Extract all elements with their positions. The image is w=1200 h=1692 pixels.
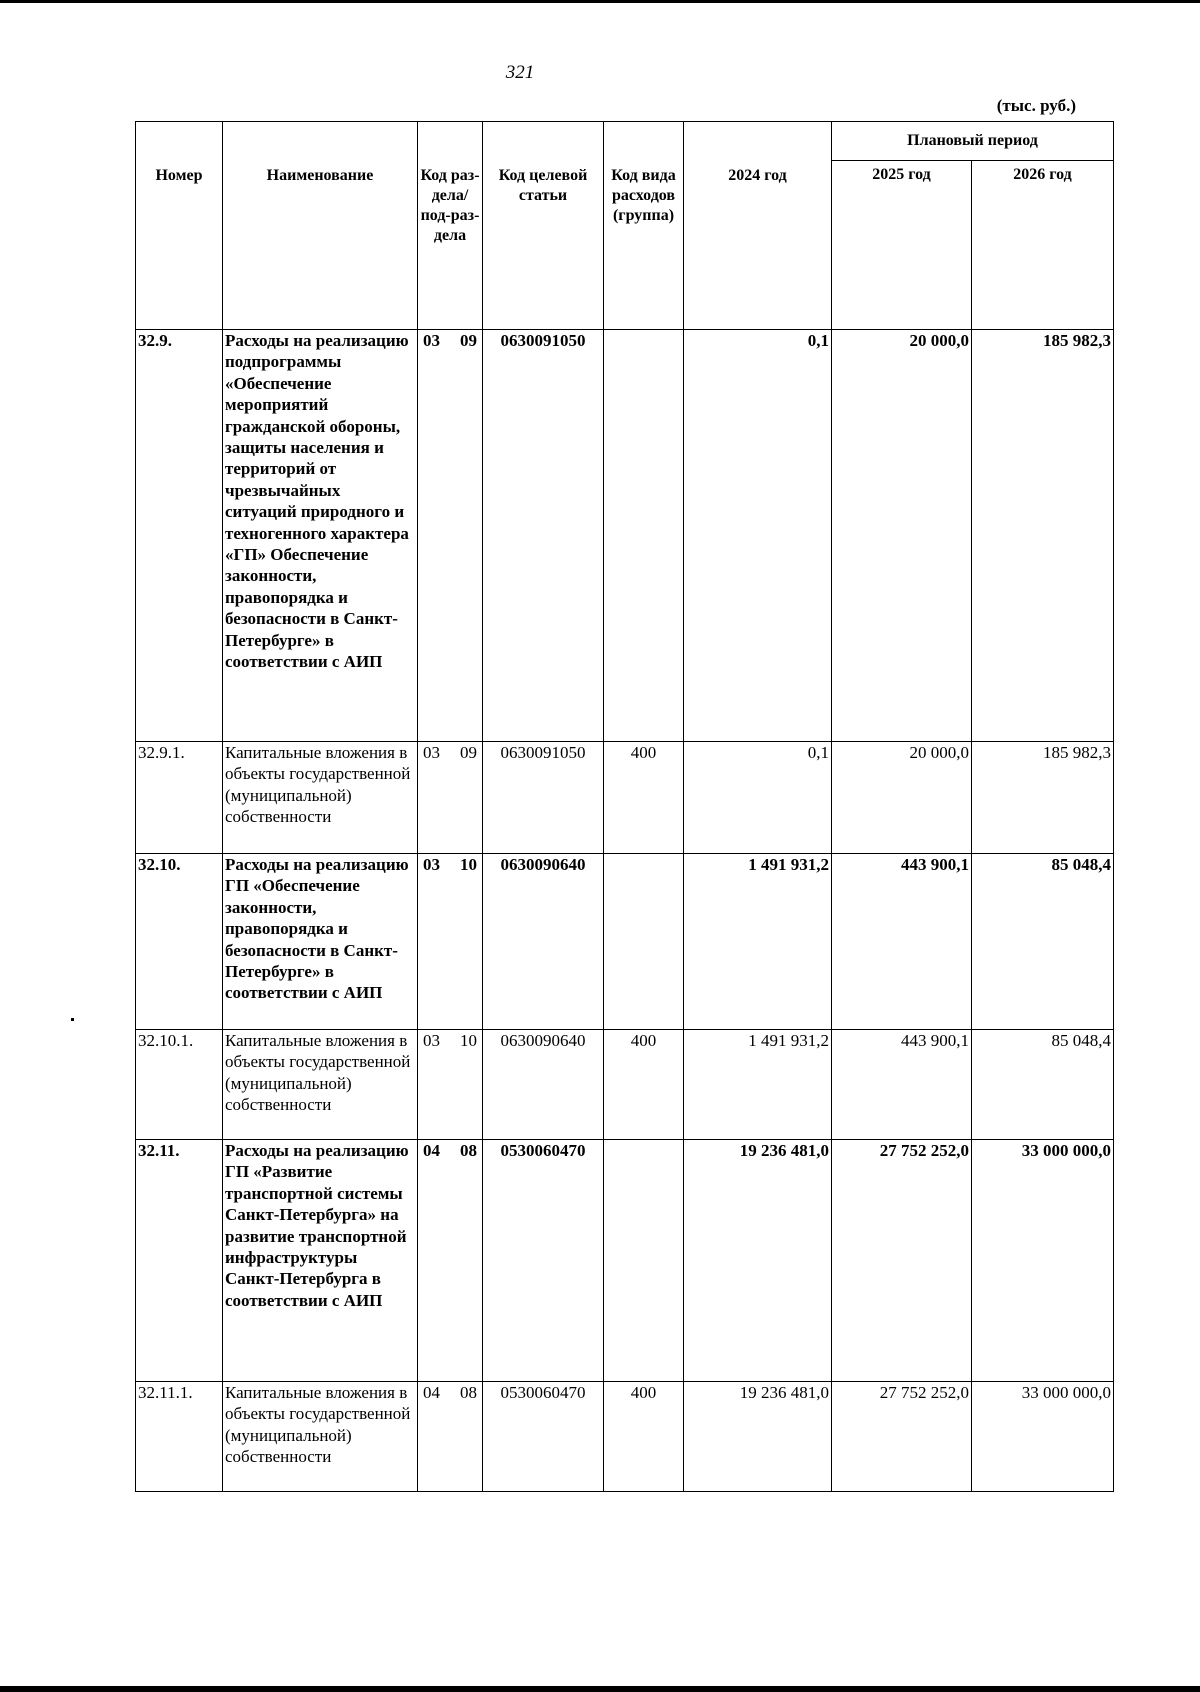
scan-border-bottom (0, 1686, 1200, 1692)
row-2025: 20 000,0 (832, 330, 972, 742)
row-subsection: 08 (460, 1141, 477, 1160)
row-2025: 20 000,0 (832, 742, 972, 854)
row-2024: 19 236 481,0 (684, 1140, 832, 1382)
row-section: 04 (423, 1383, 440, 1402)
col-header-planning-period: Плановый период (832, 122, 1114, 161)
row-section-code (418, 1140, 483, 1382)
scan-speck (71, 1018, 74, 1021)
table-row (136, 1382, 1114, 1492)
row-2025: 443 900,1 (832, 854, 972, 1030)
row-section-code (418, 330, 483, 742)
col-header-expense-type: Код вида расходов (группа) (604, 122, 684, 330)
table-row (136, 330, 1114, 742)
row-subsection: 08 (460, 1383, 477, 1402)
row-2026: 85 048,4 (972, 1030, 1114, 1140)
row-name: Расходы на реализацию подпрограммы «Обеспечение мероприятий гражданской обороны, защиты населения и территорий от чрезвычайных ситуаций природного и техногенного характера «ГП» Обеспечение законности, правопорядка и безопасности в Санкт-Петербурге» в соответствии с АИП (223, 330, 418, 742)
row-section-code (418, 854, 483, 1030)
row-section: 04 (423, 1141, 440, 1160)
row-2026: 33 000 000,0 (972, 1382, 1114, 1492)
table-row (136, 854, 1114, 1030)
row-2024: 1 491 931,2 (684, 1030, 832, 1140)
row-target-code: 0630091050 (483, 330, 604, 742)
col-header-name: Наименование (223, 122, 418, 330)
col-header-2026: 2026 год (972, 161, 1114, 330)
row-section-code (418, 1382, 483, 1492)
row-2025: 27 752 252,0 (832, 1382, 972, 1492)
row-target-code: 0630090640 (483, 854, 604, 1030)
row-2025: 443 900,1 (832, 1030, 972, 1140)
budget-table (135, 121, 1114, 1492)
row-number: 32.11. (136, 1140, 223, 1382)
row-section: 03 (423, 743, 440, 762)
table-header (136, 122, 1114, 330)
row-2025: 27 752 252,0 (832, 1140, 972, 1382)
row-section: 03 (423, 331, 440, 350)
row-number: 32.10. (136, 854, 223, 1030)
row-2024: 1 491 931,2 (684, 854, 832, 1030)
row-subsection: 09 (460, 743, 477, 762)
table-row (136, 1030, 1114, 1140)
row-subsection: 10 (460, 1031, 477, 1050)
col-header-2025: 2025 год (832, 161, 972, 330)
row-2026: 185 982,3 (972, 742, 1114, 854)
row-2026: 33 000 000,0 (972, 1140, 1114, 1382)
col-header-target-code: Код целевой статьи (483, 122, 604, 330)
row-section: 03 (423, 1031, 440, 1050)
row-name: Капитальные вложения в объекты государственной (муниципальной) собственности (223, 1030, 418, 1140)
row-target-code: 0530060470 (483, 1140, 604, 1382)
col-header-number: Номер (136, 122, 223, 330)
row-expense-type: 400 (604, 1030, 684, 1140)
table-row (136, 1140, 1114, 1382)
col-header-section-code (418, 122, 483, 330)
row-subsection: 09 (460, 331, 477, 350)
row-target-code: 0530060470 (483, 1382, 604, 1492)
row-number: 32.11.1. (136, 1382, 223, 1492)
section-code-label: Код раз-дела/ под-раз-дела (420, 167, 480, 244)
row-number: 32.9. (136, 330, 223, 742)
row-2024: 0,1 (684, 330, 832, 742)
table-row (136, 742, 1114, 854)
row-expense-type (604, 854, 684, 1030)
row-name: Расходы на реализацию ГП «Обеспечение законности, правопорядка и безопасности в Санкт-Петербурге» в соответствии с АИП (223, 854, 418, 1030)
row-section-code (418, 1030, 483, 1140)
table-body (136, 330, 1114, 1492)
row-target-code: 0630090640 (483, 1030, 604, 1140)
row-number: 32.10.1. (136, 1030, 223, 1140)
row-expense-type (604, 1140, 684, 1382)
row-name: Капитальные вложения в объекты государственной (муниципальной) собственности (223, 1382, 418, 1492)
row-2026: 185 982,3 (972, 330, 1114, 742)
page-number: 321 (505, 62, 535, 83)
row-number: 32.9.1. (136, 742, 223, 854)
units-label: (тыс. руб.) (996, 96, 1076, 115)
row-expense-type: 400 (604, 742, 684, 854)
row-name: Капитальные вложения в объекты государственной (муниципальной) собственности (223, 742, 418, 854)
row-2024: 19 236 481,0 (684, 1382, 832, 1492)
row-2026: 85 048,4 (972, 854, 1114, 1030)
row-subsection: 10 (460, 855, 477, 874)
scan-border-top (0, 0, 1200, 3)
row-section-code (418, 742, 483, 854)
row-name: Расходы на реализацию ГП «Развитие транспортной системы Санкт-Петербурга» на развитие транспортной инфраструктуры Санкт-Петербурга в соответствии с АИП (223, 1140, 418, 1382)
row-section: 03 (423, 855, 440, 874)
row-2024: 0,1 (684, 742, 832, 854)
row-expense-type: 400 (604, 1382, 684, 1492)
row-expense-type (604, 330, 684, 742)
col-header-2024: 2024 год (684, 122, 832, 330)
row-target-code: 0630091050 (483, 742, 604, 854)
